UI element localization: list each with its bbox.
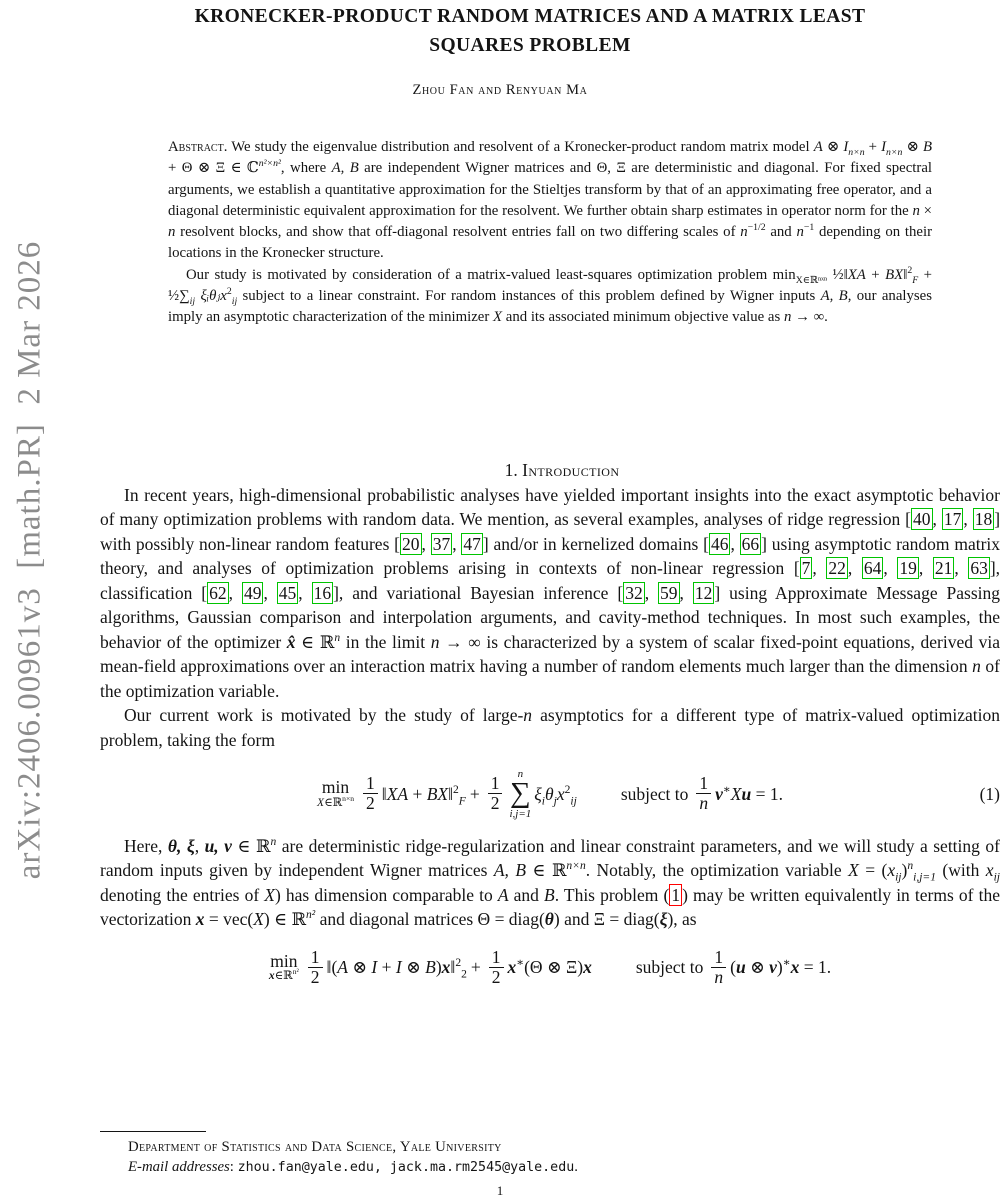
citation-link[interactable]: 40 — [913, 509, 931, 529]
min-operator: min x∈ℝ$^{n^2}$ — [268, 950, 299, 982]
equation-number: (1) — [979, 783, 1000, 804]
fraction-one-over-n: $\frac{1}{n}$ — [711, 948, 726, 987]
citation-link[interactable]: 62 — [209, 582, 227, 603]
citation-link[interactable]: 22 — [828, 558, 846, 578]
citation-link[interactable]: 63 — [970, 558, 988, 578]
summand-term: $\xi_i\theta_jx^2_{ij}$ — [534, 783, 577, 808]
footnote-rule — [100, 1131, 206, 1132]
section-number: 1. — [504, 460, 518, 480]
citation-link[interactable]: 45 — [278, 582, 297, 603]
subject-to-label: subject to — [635, 956, 704, 977]
citation-link[interactable]: 19 — [899, 558, 917, 578]
sum-operator: n ∑ i,j=1 — [509, 768, 532, 820]
vector-norm-term: ‖(A ⊗ I + I ⊗ B)x‖$^2_2$ — [326, 956, 467, 981]
equation-ref-link[interactable]: 1 — [671, 884, 681, 905]
plus-operator: + — [470, 956, 481, 977]
citation-link[interactable]: 18 — [974, 509, 993, 529]
section-title: Introduction — [522, 460, 620, 480]
fraction-one-half: $\frac{1}{2}$ — [308, 948, 323, 987]
equation-1 — [100, 768, 1000, 820]
paper-title — [90, 2, 970, 61]
fraction-one-half: $\frac{1}{2}$ — [489, 948, 504, 987]
citation-link[interactable]: 59 — [660, 582, 678, 603]
abstract-paragraph-1: Abstract. We study the eigenvalue distribution and resolvent of a Kronecker-product random matrix model A ⊗ $I_{n\times n} + I_{n\times n}$ ⊗ B + Θ ⊗ Ξ ∈ ℂ$^{n^2\times n^2}$, where A, B are independent Wigner matrices and Θ, Ξ are deterministic and diagonal. For fixed spectral arguments, we establish a quantitative approximation for the Stieltjes transform by that of an approximating free operator, and a diagonal deterministic equivalent approximation for the resolvent. We further obtain sharp estimates in operator norm for the n × n resolvent blocks, and show that off-diagonal resolvent entries fall on two differing scales of $n^{-1/2}$ and $n^{-1}$ depending on their locations in the Kronecker structure. — [168, 139, 933, 262]
section-heading — [100, 458, 1000, 483]
quadratic-form-term: x∗(Θ ⊗ Ξ)x — [507, 956, 592, 977]
citation-link[interactable]: 17 — [943, 509, 962, 529]
title-line-2: SQUARES PROBLEM — [429, 35, 631, 57]
citation-link[interactable]: 12 — [694, 582, 713, 603]
citation-link[interactable]: 21 — [934, 558, 953, 578]
citation-link[interactable]: 37 — [432, 533, 451, 554]
page-number: 1 — [496, 1183, 504, 1198]
abstract-block — [168, 137, 932, 329]
citation-link[interactable]: 47 — [463, 533, 481, 554]
citation-link[interactable]: 46 — [710, 533, 729, 554]
min-operator: min X∈ℝ$^{n\times n}$ — [317, 777, 355, 809]
constraint-expression: v∗Xu = 1. — [715, 783, 783, 804]
title-line-1: KRONECKER-PRODUCT RANDOM MATRICES AND A MATRIX LEAST — [194, 6, 866, 27]
citation-link[interactable]: 64 — [863, 558, 882, 578]
citation-link[interactable]: 7 — [801, 558, 811, 578]
authors: Zhou Fan and Renyuan Ma — [412, 82, 588, 98]
intro-paragraph-1: In recent years, high-dimensional probabilistic analyses have yielded important insights into the exact asymptotic behavior of many optimization problems with random data. We mention, as several examples, analyses of ridge regression [ 40 , 17 , 18 ] with possibly non-linear random features [ 20 , 37 , 47 ] and/or in kernelized domains [ 46 , 66 ] using asymptotic random matrix theory, and analyses of optimization problems arising in contexts of non-linear regression [ 7 , 22 , 64 , 19 , 21 , 63 ], classification [ 62 , 49 , 45 , 16 ], and variational Bayesian inference [ 32 , 59 , 12 ] using Approximate Message Passing algorithms, Gaussian comparison and interpolation arguments, and cavity-method techniques. In most such examples, the behavior of the optimizer x̂ ∈ ℝ$^n$ in the limit n → ∞ is characterized by a system of scalar fixed-point equations, derived via mean-field approximations over an interaction matrix having a number of random elements much larger than the dimension n of the optimization variable. — [100, 484, 1000, 701]
citation-link[interactable]: 49 — [243, 582, 262, 603]
fraction-one-half: $\frac{1}{2}$ — [363, 774, 378, 813]
intro-paragraph-2: Our current work is motivated by the study of large-n asymptotics for a different type of matrix-valued optimization problem, taking the form — [100, 705, 1000, 750]
email-link[interactable]: zhou.fan@yale.edu, jack.ma.rm2545@yale.edu — [237, 1160, 575, 1175]
email-line: E-mail addresses: zhou.fan@yale.edu, jack.ma.rm2545@yale.edu. — [128, 1159, 578, 1175]
plus-operator: + — [469, 783, 480, 804]
fraction-one-over-n: $\frac{1}{n}$ — [696, 774, 711, 813]
intro-paragraph-3: Here, θ, ξ, u, v ∈ ℝ$^n$ are deterministic ridge-regularization and linear constraint parameters, and we will study a setting of random inputs given by independent Wigner matrices A, B ∈ ℝ$^{n\times n}$. Notably, the optimization variable $X = (x_{ij})^n_{i,j=1}$ (with $x_{ij}$ denoting the entries of X) has dimension comparable to A and B. This problem ( 1 ) may be written equivalently in terms of the vectorization x = vec(X) ∈ ℝ$^{n^2}$ and diagonal matrices Θ = diag(θ) and Ξ = diag(ξ), as — [100, 835, 1000, 930]
constraint-expression: (u ⊗ v)∗x = 1. — [730, 956, 832, 977]
citation-link[interactable]: 32 — [625, 582, 643, 603]
citation-link[interactable]: 20 — [402, 533, 420, 554]
main-content — [100, 458, 1000, 1001]
citation-link[interactable]: 16 — [313, 582, 332, 603]
abstract-paragraph-2: Our study is motivated by consideration of a matrix-valued least-squares optimization problem $\min_{X\in ℝ^nˣ^n}$ ½‖XA + BX‖$^2_F$ + $\frac{1}{2}\sum_{ij}$ ξᵢθⱼx$^2_{ij}$ subject to a linear constraint. For random instances of this problem defined by Wigner inputs A, B, our analyses imply an asymptotic characterization of the minimizer X and its associated minimum objective value as n → ∞. — [168, 264, 933, 326]
affiliation: Department of Statistics and Data Science, Yale University — [128, 1139, 502, 1155]
citation-link[interactable]: 66 — [741, 533, 760, 554]
arxiv-watermark: arXiv:2406.00961v3 [math.PR] 2 Mar 2026 — [11, 240, 48, 880]
fraction-one-half: $\frac{1}{2}$ — [488, 774, 503, 813]
equation-2 — [100, 948, 1000, 987]
frobenius-norm-term: ‖XA + BX‖$^2_F$ — [381, 783, 466, 808]
subject-to-label: subject to — [620, 783, 689, 804]
